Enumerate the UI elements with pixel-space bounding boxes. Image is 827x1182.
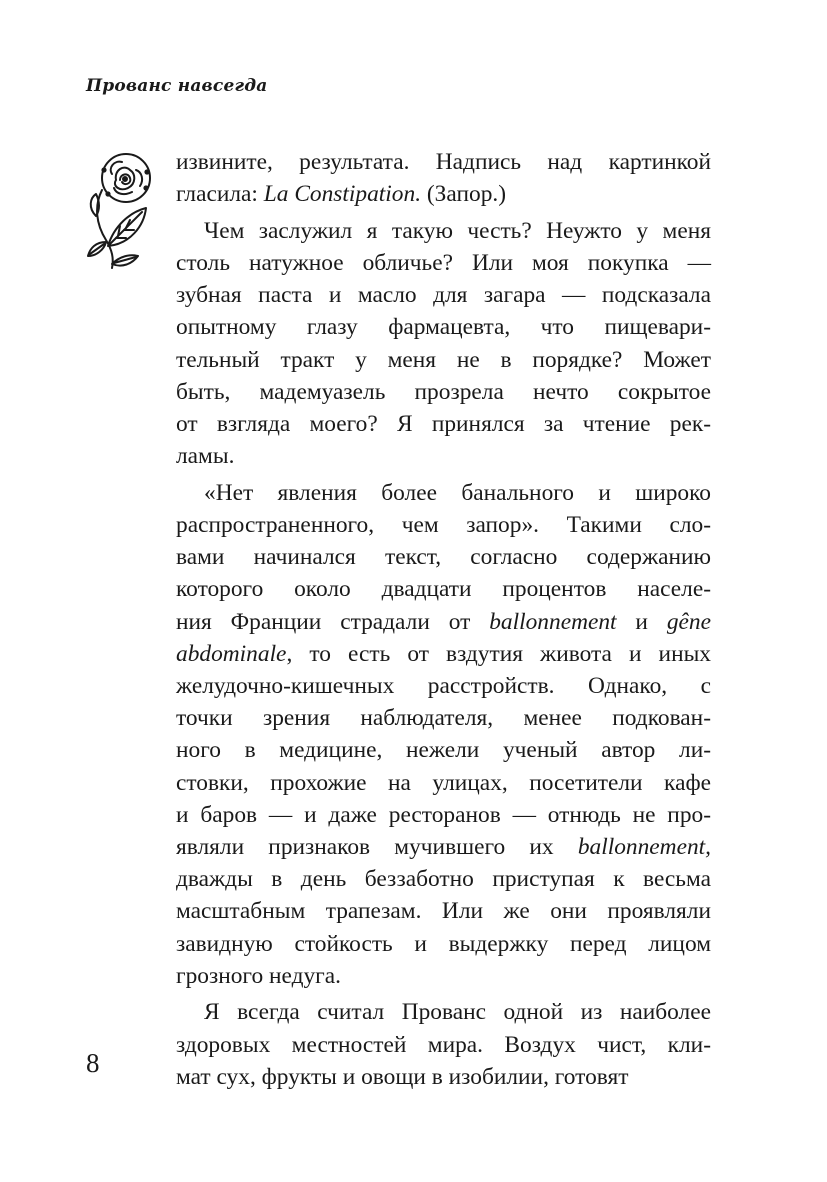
text-line: и баров — и даже ресторанов — отнюдь не про- — [176, 801, 711, 828]
foreign-term: La Constipation. — [263, 181, 422, 208]
text-line: извините, результата. Надпись над картинкой — [176, 149, 711, 175]
text-line: столь натужное обличье? Или моя покупка — — [176, 250, 711, 276]
text-line: завидную стойкость и выдержку перед лицом — [176, 930, 711, 957]
page-number: 8 — [86, 1048, 100, 1078]
text-line: которого около двадцати процентов населе- — [176, 576, 711, 603]
rose-flower-icon — [86, 150, 160, 272]
text-line: мат сух, фрукты и овощи в изобилии, готовят — [176, 1063, 629, 1090]
text-line: Я всегда считал Прованс одной из наиболее — [204, 999, 711, 1026]
text-line: вами начинался текст, согласно содержанию — [176, 544, 711, 571]
text-line: являли признаков мучившего их ballonnement, — [176, 834, 711, 860]
text-line: ламы. — [176, 443, 235, 470]
text-line: зубная паста и масло для загара — подсказала — [176, 282, 711, 309]
foreign-term: ballonnement, — [577, 834, 711, 860]
foreign-term: gêne — [666, 608, 711, 635]
text-line: Чем заслужил я такую честь? Неужто у меня — [204, 217, 711, 244]
text-line: здоровых местностей мира. Воздух чист, кли- — [176, 1031, 711, 1058]
text-line: грозного недуга. — [176, 962, 342, 989]
text-line: от взгляда моего? Я принялся за чтение рек- — [176, 411, 711, 437]
foreign-term: ballonnement — [489, 608, 617, 635]
text-line: дважды в день беззаботно приступая к весьма — [176, 866, 711, 893]
text-line: гласила: La Constipation. (Запор.) — [176, 181, 507, 208]
text-line: тельный тракт у меня не в порядке? Может — [176, 346, 711, 373]
text-line: масштабным трапезам. Или же они проявляли — [176, 898, 711, 925]
text-line: опытному глазу фармацевта, что пищевари- — [176, 314, 711, 341]
text-line: «Нет явления более банального и широко — [204, 479, 711, 506]
text-line: точки зрения наблюдателя, менее подкован- — [176, 705, 711, 732]
text-line: ного в медицине, нежели ученый автор ли- — [176, 737, 711, 764]
text-line: ния Франции страдали от ballonnement и gêne — [176, 608, 711, 635]
text-line: распространенного, чем запор». Такими сло- — [176, 512, 711, 538]
text-line: быть, мадемуазель прозрела нечто сокрытое — [176, 378, 711, 405]
text-line: abdominale, то есть от вздутия живота и иных — [176, 640, 711, 667]
foreign-term: abdominale — [176, 640, 287, 667]
text-line: желудочно-кишечных расстройств. Однако, с — [176, 673, 711, 699]
text-line: стовки, прохожие на улицах, посетители кафе — [176, 769, 711, 796]
running-header: Прованс навсегда — [86, 76, 268, 96]
